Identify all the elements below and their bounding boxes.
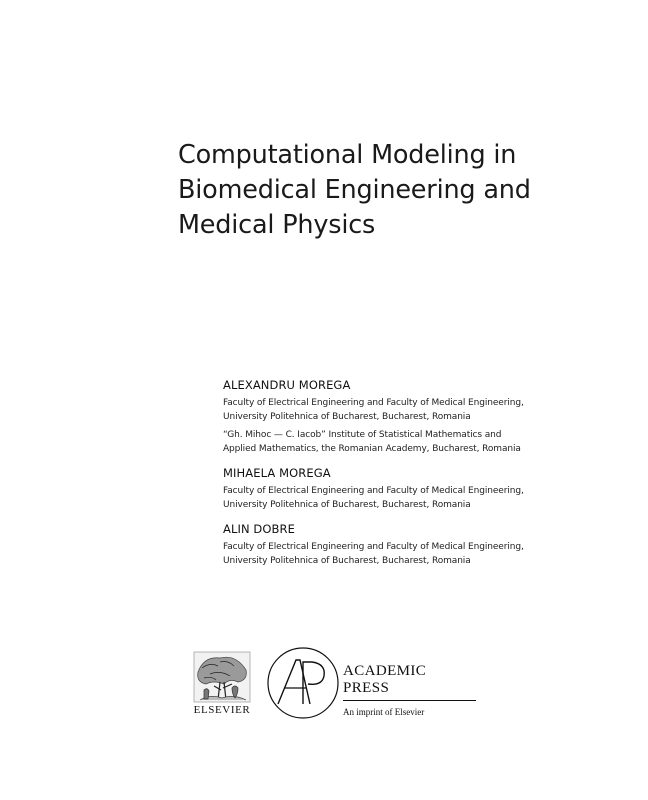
author-affiliation: [223, 428, 623, 456]
affiliation-line: Faculty of Electrical Engineering and Faculty of Medical Engineering,: [223, 398, 524, 408]
affiliation-line: University Politehnica of Bucharest, Bucharest, Romania: [223, 500, 471, 510]
affiliation-line: University Politehnica of Bucharest, Bucharest, Romania: [223, 556, 471, 566]
elsevier-wordmark: ELSEVIER: [193, 704, 251, 716]
affiliation-line: “Gh. Mihoc — C. Iacob” Institute of Statistical Mathematics and: [223, 430, 502, 440]
publisher-imprint: An imprint of Elsevier: [343, 707, 425, 717]
ap-monogram-icon: [266, 646, 340, 720]
title-line-3: Medical Physics: [178, 210, 376, 240]
title-line-1: Computational Modeling in: [178, 140, 517, 170]
author-name: ALIN DOBRE: [223, 522, 295, 536]
book-title: [178, 138, 618, 243]
affiliation-line: Faculty of Electrical Engineering and Faculty of Medical Engineering,: [223, 486, 524, 496]
affiliation-line: University Politehnica of Bucharest, Bucharest, Romania: [223, 412, 471, 422]
author-entry: [223, 466, 623, 512]
author-affiliation: [223, 540, 623, 568]
author-affiliation: [223, 484, 623, 512]
publisher-block: [343, 663, 476, 717]
author-name: ALEXANDRU MOREGA: [223, 378, 351, 392]
author-affiliation: [223, 396, 623, 424]
author-entry: [223, 522, 623, 568]
author-entry: [223, 378, 623, 456]
author-list: [223, 378, 623, 578]
title-line-2: Biomedical Engineering and: [178, 175, 531, 205]
affiliation-line: Faculty of Electrical Engineering and Faculty of Medical Engineering,: [223, 542, 524, 552]
publisher-name: ACADEMIC PRESS: [343, 663, 476, 701]
author-name: MIHAELA MOREGA: [223, 466, 331, 480]
affiliation-line: Applied Mathematics, the Romanian Academy, Bucharest, Romania: [223, 444, 521, 454]
